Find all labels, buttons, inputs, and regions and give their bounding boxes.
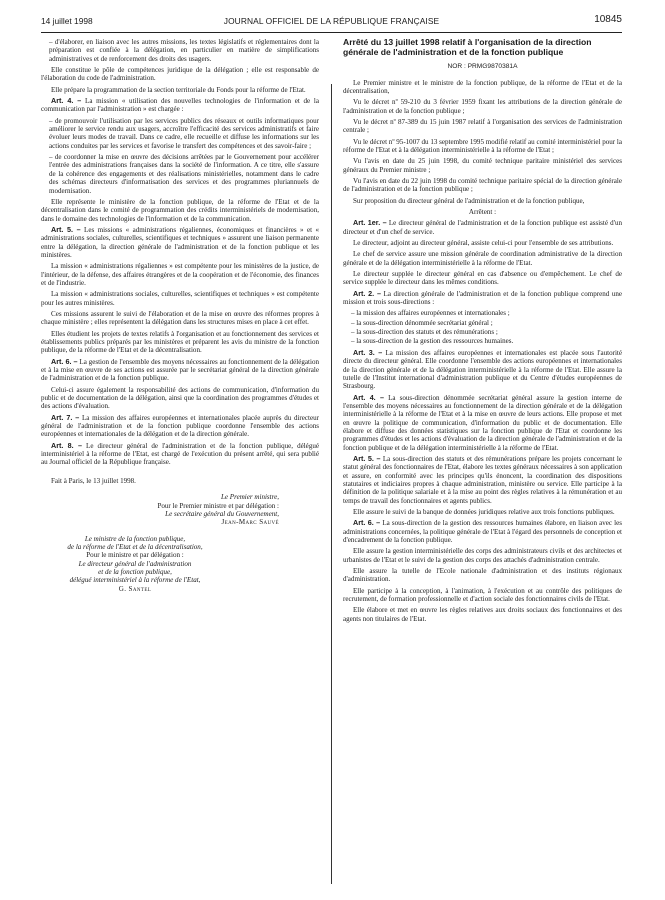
paragraph: Vu l'avis en date du 25 juin 1998, du comité technique paritaire ministériel des services généraux du Premier ministre ; [343, 157, 622, 174]
paragraph: Ces missions assurent le suivi de l'élaboration et de la mise en œuvre des réformes propres à chaque ministère ; elles représentent la délégation dans les structures mises en place à cet effet. [41, 309, 319, 327]
paragraph: – d'élaborer, en liaison avec les autres missions, les textes législatifs et réglementaires dont la préparation est confiée à la délégation, en particulier en matière de simplifications administratives et de renforcement des droits des usagers. [49, 38, 319, 63]
article-text: La mission des affaires européennes et internationales est placée sous l'autorité directe du directeur général. Elle coordonne l'ensemble des actions européennes et internationales de la direction générale et de la délégation interministérielle à la réforme de l'Etat. Elle assure la tutelle de l'Institut international d'administration publique et du Centre d'études européennes de Strasbourg. [343, 348, 622, 391]
article-2 [343, 290, 622, 307]
nor-reference: NOR : PRMG9870381A [447, 63, 518, 71]
paragraph: Celui-ci assure également la responsabilité des actions de communication, d'information du public et de documentation de la délégation, ainsi que la coordination des programmes d'études et des actions d'évaluation. [41, 385, 319, 411]
paragraph: Le chef de service assure une mission générale de coordination administrative de la direction générale et de la délégation interministérielle à la réforme de l'Etat. [343, 250, 622, 267]
article-text: La sous-direction des statuts et des rémunérations prépare les projets concernant le statut général des fonctionnaires de l'Etat, élabore les textes généraux nécessaires à son application et assure, en conformité avec les principes qu'ils énoncent, la coordination des dispositions statutaires et indiciaires propres à chaque administration, ministère ou service. Elle participe à la définition de la politique salariale et à la mise au point des règles relatives à la rémunération et au temps de travail des fonctionnaires et agents publics. [343, 454, 622, 505]
signature-line: délégué interministériel à la réforme de l'Etat, [69, 576, 201, 585]
article-label: Art. 8. – [51, 440, 82, 450]
paragraph: Elle prépare la programmation de la section territoriale du Fonds pour la réforme de l'Etat. [51, 85, 306, 94]
article-text: La mission des affaires européennes et internationales placée auprès du directeur général de l'administration et de la fonction publique coordonne l'ensemble des actions européennes et internationales de la délégation et de la direction générale. [41, 413, 319, 439]
paragraph: Elle assure le suivi de la banque de données juridiques relative aux trois fonctions publiques. [353, 508, 615, 516]
paragraph: La mission « administrations régaliennes » est compétente pour les ministères de la justice, de l'intérieur, de la défense, des affaires étrangères et de la coopération et de l'économie, des finances et de l'industrie. [41, 262, 319, 287]
article-label: Art. 2. – [353, 288, 381, 298]
list-item: – la mission des affaires européennes et internationales ; [351, 309, 510, 318]
article-1 [343, 219, 622, 236]
list-item: – de coordonner la mise en œuvre des décisions arrêtées par le Gouvernement pour accélérer l'entrée des administrations françaises dans la société de l'information. A ce titre, elle s'assure de la cohérence des engagements et des réalisations ministérielles, notamment dans le cadre des schémas directeurs d'informatisation des services et des programmes pluriannuels de modernisation. [49, 153, 319, 195]
article-label: Art. 4. – [51, 96, 82, 106]
journal-title: JOURNAL OFFICIEL DE LA RÉPUBLIQUE FRANÇAISE [223, 16, 440, 26]
article-text: La sous-direction dénommée secrétariat général assure la gestion interne de l'ensemble des moyens nécessaires au fonctionnement de la direction générale et de la délégation interministérielle à la réforme de l'Etat et à la mise en œuvre de leurs actions. Elle propose et met en œuvre la politique de communication, d'information du public et de documentation. Elle élabore et diffuse des données statistiques sur la fonction publique de l'Etat et coordonne les programmes d'études et les actions d'évaluation de la direction générale de l'administration et de la fonction publique et de la délégation interministérielle à la réforme de l'Etat. [343, 393, 622, 452]
column-divider [331, 84, 332, 884]
article-label: Art. 6. – [353, 518, 381, 528]
signature-line: et de la fonction publique, [98, 567, 172, 576]
article-text: La gestion de l'ensemble des moyens nécessaires au fonctionnement de la délégation et à la mise en œuvre de ses actions est assurée par le secrétariat général de la direction générale de l'administration et de la fonction publique. [41, 357, 319, 383]
paragraph: Elle participe à la conception, à l'animation, à l'exécution et au contrôle des politiques de recrutement, de formation professionnelle et d'action sociale des fonctionnaires civils de l'Etat. [343, 586, 622, 604]
paragraph: Le Premier ministre et le ministre de la fonction publique, de la réforme de l'Etat et de la décentralisation, [343, 78, 622, 95]
article-7 [41, 414, 319, 439]
paragraph: Vu l'avis en date du 22 juin 1998 du comité technique paritaire spécial de la direction générale de l'administration et de la fonction publique ; [343, 176, 622, 194]
article-label: Art. 5. – [51, 224, 81, 234]
article-text: La sous-direction de la gestion des ressources humaines élabore, en liaison avec les administrations concernées, la politique générale de l'Etat à l'égard des personnels de conception et d'encadrement de la fonction publique. [343, 519, 623, 545]
paragraph: Sur proposition du directeur général de l'administration et de la fonction publique, [353, 196, 585, 205]
article-label: Art. 7. – [51, 412, 80, 422]
article-5 [343, 455, 622, 505]
header-date: 14 juillet 1998 [41, 16, 93, 26]
paragraph: Elle représente le ministère de la fonction publique, de la réforme de l'Etat et de la décentralisation dans le comité de programmation des crédits interministériels de modernisation, dans le domaine des technologies de l'information et de la communication. [41, 197, 319, 223]
article-8 [41, 442, 319, 467]
header-rule [41, 32, 622, 33]
page-header [41, 14, 622, 30]
article-4 [343, 394, 622, 452]
paragraph: La mission « administrations sociales, culturelles, scientifiques et techniques » est compétente pour les autres ministères. [41, 290, 319, 307]
arretent-heading: Arrêtent : [468, 208, 497, 216]
signatory-name: Jean-Marc Sauvé [221, 518, 279, 527]
paragraph: Vu le décret nº 59-210 du 3 février 1959 fixant les attributions de la direction générale de l'administration et de la fonction publique ; [343, 98, 622, 115]
paragraph: Elle assure la tutelle de l'Ecole nationale d'administration et des instituts régionaux d'administration. [343, 567, 622, 584]
signature-line: Le Premier ministre, [221, 493, 279, 502]
list-item: – la sous-direction dénommée secrétariat général ; [351, 318, 493, 327]
article-text: La direction générale de l'administration et de la fonction publique comprend une mission et trois sous-directions : [343, 289, 622, 307]
article-text: Les missions « administrations régaliennes, économiques et financières » et « administrations sociales, culturelles, scientifiques et techniques » assurent une liaison permanente entre la délégation, la direction générale de l'administration et de la fonction publique et les ministères. [41, 225, 319, 259]
article-label: Art. 3. – [353, 347, 383, 357]
list-item: – la sous-direction des statuts et des rémunérations ; [351, 328, 498, 337]
signature-line: Le secrétaire général du Gouvernement, [165, 509, 279, 518]
paragraph: Vu le décret nº 95-1007 du 13 septembre 1995 modifié relatif au comité interministériel pour la réforme de l'Etat et à la délégation interministérielle à la réforme de l'Etat ; [343, 137, 622, 154]
article-label: Art. 5. – [353, 453, 381, 463]
article-label: Art. 4. – [353, 392, 384, 402]
signature-line: de la réforme de l'Etat et de la décentralisation, [67, 542, 203, 551]
paragraph: Elle élabore et met en œuvre les règles relatives aux droits sociaux des fonctionnaires et des agents non titulaires de l'Etat. [343, 606, 622, 623]
paragraph: Vu le décret nº 87-389 du 15 juin 1987 relatif à l'organisation des services de l'administration centrale ; [343, 117, 622, 135]
article-6 [343, 519, 622, 544]
article-label: Art. 6. – [51, 356, 78, 366]
paragraph: Elle constitue le pôle de compétences juridique de la délégation ; elle est responsable de l'élaboration du code de l'administration. [41, 66, 319, 83]
article-text: La mission « utilisation des nouvelles technologies de l'information et de la communication par l'administration » est chargée : [41, 97, 319, 114]
signature-line: Pour le Premier ministre et par délégation : [157, 501, 279, 510]
article-text: Le directeur général de l'administration et de la fonction publique est assisté d'un directeur et d'un chef de service. [343, 219, 623, 236]
list-item: – de promouvoir l'utilisation par les services publics des réseaux et outils informatiques pour améliorer le service rendu aux usagers, accroître l'efficacité des services administratifs et faire évoluer leurs modes de travail. Dans ce cadre, elle recueille et diffuse les informations sur les actions conduites par les services et favorise le transfert des compétences et des savoir-faire ; [49, 116, 319, 150]
paragraph: Elle assure la gestion interministérielle des corps des administrateurs civils et des architectes et urbanistes de l'Etat et le suivi de la gestion des corps des attachés d'administration centrale. [343, 547, 622, 564]
decree-title: Arrêté du 13 juillet 1998 relatif à l'organisation de la direction générale de l'administration et de la fonction publique [343, 37, 592, 57]
article-text: Le directeur général de l'administration et de la fonction publique, délégué interministériel à la réforme de l'Etat, est chargé de l'exécution du présent arrêté, qui sera publié au Journal officiel de la République française. [41, 441, 319, 467]
signature-line: Le directeur général de l'administration [78, 559, 192, 568]
left-column [41, 38, 319, 593]
page-number: 10845 [594, 14, 622, 25]
article-6 [41, 358, 319, 383]
signature-line: Pour le ministre et par délégation : [86, 551, 184, 560]
list-item: – la sous-direction de la gestion des ressources humaines. [351, 337, 514, 346]
paragraph: Le directeur, adjoint au directeur général, assiste celui-ci pour l'ensemble de ses attributions. [353, 239, 614, 248]
signatory-name: G. Santel [118, 584, 152, 593]
article-5 [41, 226, 319, 259]
article-label: Art. 1er. – [353, 218, 387, 228]
right-column [343, 38, 622, 626]
article-3 [343, 349, 622, 391]
article-4 [41, 97, 319, 114]
signing-date: Fait à Paris, le 13 juillet 1998. [51, 476, 136, 485]
paragraph: Elles étudient les projets de textes relatifs à l'organisation et au fonctionnement des services et établissements publics préparés par les ministères et préparent les avis du ministre de la fonction publique, de la réforme de l'Etat et de la décentralisation. [41, 329, 319, 355]
paragraph: Le directeur supplée le directeur général en cas d'absence ou d'empêchement. Le chef de service supplée le directeur dans les mêmes conditions. [343, 270, 622, 287]
signature-line: Le ministre de la fonction publique, [84, 534, 186, 543]
